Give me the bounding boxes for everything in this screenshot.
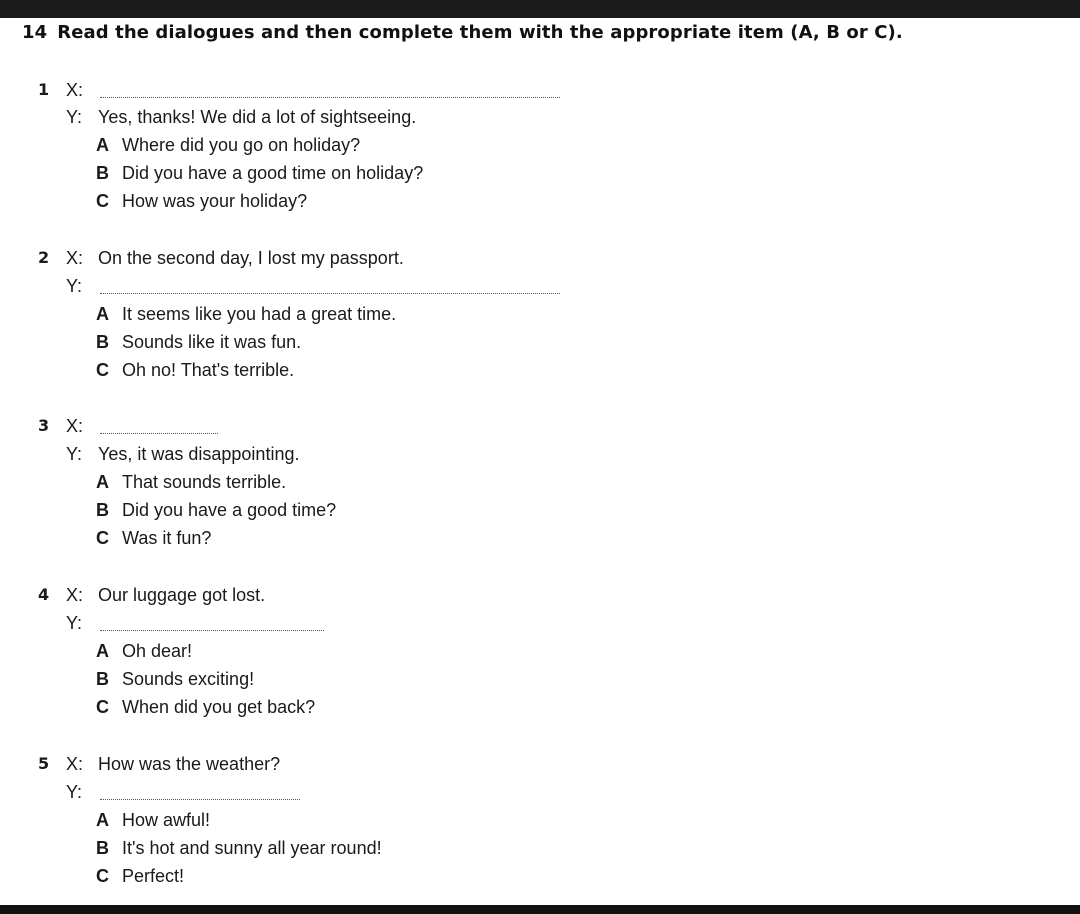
speaker-label: Y: — [66, 276, 83, 296]
option-letter: C — [96, 697, 109, 717]
option-letter: B — [96, 163, 109, 183]
option-letter: B — [96, 669, 109, 689]
speaker-label: X: — [66, 585, 84, 605]
option-letter: A — [96, 810, 109, 830]
bottom-border — [0, 905, 1080, 914]
question-number: 3 — [38, 416, 50, 435]
option-text: How awful! — [122, 810, 211, 830]
dialogue-line-y — [66, 275, 560, 297]
speaker-label: X: — [66, 248, 84, 268]
dialogue-line-y — [66, 443, 299, 465]
speaker-label: Y: — [66, 107, 83, 127]
option-c[interactable] — [96, 527, 211, 549]
answer-blank[interactable] — [100, 787, 300, 800]
option-a[interactable] — [96, 809, 210, 831]
option-text: Oh no! That's terrible. — [122, 360, 295, 380]
option-letter: C — [96, 866, 109, 886]
option-b[interactable] — [96, 162, 423, 184]
option-a[interactable] — [96, 640, 192, 662]
answer-blank[interactable] — [100, 281, 560, 294]
option-c[interactable] — [96, 696, 315, 718]
option-c[interactable] — [96, 359, 294, 381]
dialogue-line-y — [66, 106, 416, 128]
option-letter: A — [96, 472, 109, 492]
option-letter: C — [96, 191, 109, 211]
option-letter: C — [96, 528, 109, 548]
option-a[interactable] — [96, 303, 396, 325]
dialogue-line-y — [66, 612, 324, 634]
option-a[interactable] — [96, 471, 286, 493]
speaker-label: X: — [66, 754, 84, 774]
option-letter: A — [96, 641, 109, 661]
option-text: Oh dear! — [122, 641, 193, 661]
exercise-number: 14 — [22, 22, 48, 43]
dialogue-line-x — [66, 79, 560, 101]
question-number: 4 — [38, 585, 50, 604]
exercise-heading — [22, 22, 903, 43]
dialogue-line-x — [66, 753, 280, 775]
option-b[interactable] — [96, 331, 301, 353]
option-letter: B — [96, 332, 109, 352]
speaker-label: Y: — [66, 613, 83, 633]
option-text: It seems like you had a great time. — [122, 304, 397, 324]
answer-blank[interactable] — [100, 421, 218, 434]
option-b[interactable] — [96, 668, 254, 690]
option-letter: B — [96, 500, 109, 520]
answer-blank[interactable] — [100, 85, 560, 98]
option-text: Sounds exciting! — [122, 669, 255, 689]
option-c[interactable] — [96, 190, 307, 212]
dialogue-line-x — [66, 415, 218, 437]
option-text: When did you get back? — [122, 697, 316, 717]
question-number: 1 — [38, 80, 50, 99]
question-number: 2 — [38, 248, 50, 267]
option-text: Perfect! — [122, 866, 185, 886]
dialogue-text: On the second day, I lost my passport. — [98, 248, 404, 268]
worksheet-page — [0, 18, 1080, 905]
option-letter: A — [96, 304, 109, 324]
option-text: Was it fun? — [122, 528, 212, 548]
dialogue-text: Yes, it was disappointing. — [98, 444, 300, 464]
option-text: How was your holiday? — [122, 191, 308, 211]
option-letter: C — [96, 360, 109, 380]
answer-blank[interactable] — [100, 618, 324, 631]
dialogue-line-y — [66, 781, 300, 803]
dialogue-line-x — [66, 584, 265, 606]
option-text: Sounds like it was fun. — [122, 332, 302, 352]
option-a[interactable] — [96, 134, 360, 156]
speaker-label: X: — [66, 80, 84, 100]
speaker-label: X: — [66, 416, 84, 436]
dialogue-text: How was the weather? — [98, 754, 281, 774]
speaker-label: Y: — [66, 444, 83, 464]
option-text: It's hot and sunny all year round! — [122, 838, 382, 858]
option-b[interactable] — [96, 499, 336, 521]
option-b[interactable] — [96, 837, 382, 859]
exercise-instruction: Read the dialogues and then complete them with the appropriate item (A, B or C). — [57, 22, 903, 43]
option-text: That sounds terrible. — [122, 472, 287, 492]
option-letter: B — [96, 838, 109, 858]
option-text: Did you have a good time? — [122, 500, 337, 520]
speaker-label: Y: — [66, 782, 83, 802]
question-number: 5 — [38, 754, 50, 773]
dialogue-text: Yes, thanks! We did a lot of sightseeing. — [98, 107, 417, 127]
option-text: Where did you go on holiday? — [122, 135, 361, 155]
option-c[interactable] — [96, 865, 184, 887]
option-letter: A — [96, 135, 109, 155]
dialogue-line-x — [66, 247, 404, 269]
option-text: Did you have a good time on holiday? — [122, 163, 424, 183]
dialogue-text: Our luggage got lost. — [98, 585, 266, 605]
